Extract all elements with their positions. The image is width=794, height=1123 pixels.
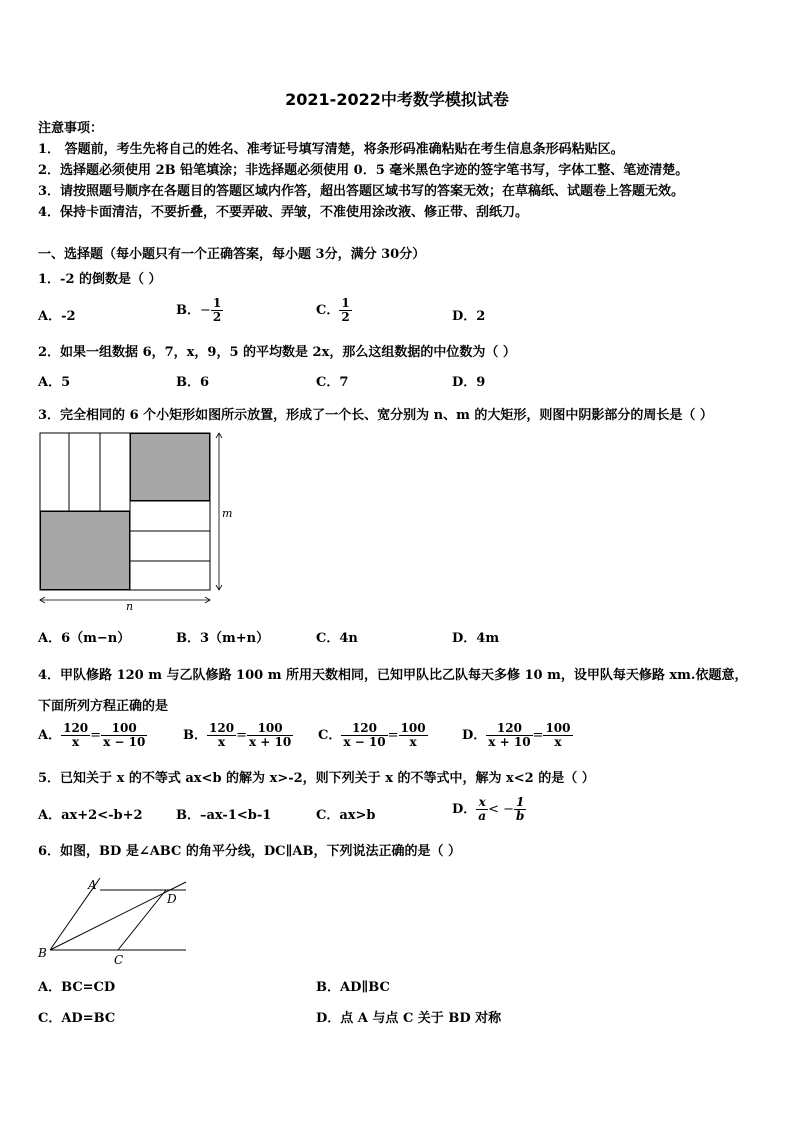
q4-b-right xyxy=(247,722,293,749)
q6-line-cd xyxy=(118,890,166,950)
notice-heading: 注意事项： xyxy=(38,121,104,136)
q4-c-left-den: x − 10 xyxy=(343,735,386,750)
q5-d-left xyxy=(476,796,488,823)
q1-b-sign: − xyxy=(200,303,211,319)
q4-stem-line1: 4．甲队修路 120 m 与乙队修路 100 m 所用天数相同，已知甲队比乙队每天多修 10 m，设甲队每天修路 xm.依题意， xyxy=(38,668,748,683)
q4-c-eq: = xyxy=(387,728,399,744)
q2-option-b[interactable]: B．6 xyxy=(176,375,210,390)
page-title: 2021-2022中考数学模拟试卷 xyxy=(285,90,509,109)
q4-option-d[interactable] xyxy=(462,722,573,749)
q4-a-right-num: 100 xyxy=(101,722,147,736)
q4-d-right xyxy=(543,722,572,749)
q4-option-c[interactable] xyxy=(318,722,428,749)
q4-d-left-num: 120 xyxy=(486,722,532,736)
q1-b-den: 2 xyxy=(212,310,222,325)
notice-item-3: 3．请按照题号顺序在各题目的答题区域内作答，超出答题区域书写的答案无效；在草稿纸、试题卷上答题无效。 xyxy=(38,184,685,199)
q4-a-right xyxy=(101,722,147,749)
notice-item-4: 4．保持卡面清洁，不要折叠，不要弄破、弄皱，不准使用涂改液、修正带、刮纸刀。 xyxy=(38,205,529,220)
q4-c-left xyxy=(341,722,387,749)
q5-d-op: < − xyxy=(488,802,514,818)
q2-option-a[interactable]: A．5 xyxy=(38,375,71,390)
q5-option-b[interactable]: B．–ax-1<b-1 xyxy=(176,808,272,823)
q6-label-d: D xyxy=(167,892,177,906)
q4-c-right-num: 100 xyxy=(400,721,426,735)
q4-c-left-num: 120 xyxy=(341,722,387,736)
q3-option-b[interactable]: B．3（m+n） xyxy=(176,631,270,646)
q4-option-b[interactable] xyxy=(183,722,293,749)
q5-d-label: D． xyxy=(452,802,477,818)
q4-b-left-den: x xyxy=(217,735,226,750)
q4-a-left xyxy=(61,722,90,749)
q1-option-c[interactable] xyxy=(316,297,352,324)
q6-option-c[interactable]: C．AD=BC xyxy=(38,1011,116,1026)
q1-option-a[interactable]: A．-2 xyxy=(38,309,76,324)
q4-d-left xyxy=(486,722,532,749)
q1-b-fraction xyxy=(211,297,223,324)
q1-option-d[interactable]: D．2 xyxy=(452,309,486,324)
q2-stem: 2．如果一组数据 6，7，x，9，5 的平均数是 2x，那么这组数据的中位数为（ ） xyxy=(38,345,516,360)
q3-stem: 3．完全相同的 6 个小矩形如图所示放置，形成了一个长、宽分别为 n、m 的大矩形，则图中阴影部分的周长是（ ） xyxy=(38,408,713,423)
q6-label-a: A xyxy=(88,878,97,892)
q6-label-c: C xyxy=(114,953,124,967)
q4-c-right-den: x xyxy=(409,735,417,750)
q2-option-c[interactable]: C．7 xyxy=(316,375,349,390)
q4-b-left-num: 120 xyxy=(209,721,235,735)
q5-option-d[interactable] xyxy=(452,796,526,823)
q4-d-label: D． xyxy=(462,728,487,744)
q4-a-left-den: x xyxy=(72,735,80,750)
q4-b-right-den: x + 10 xyxy=(248,735,292,750)
q1-option-b[interactable] xyxy=(176,297,223,324)
q1-c-num: 1 xyxy=(341,296,350,310)
q5-d-left-num: x xyxy=(476,796,488,810)
q4-d-eq: = xyxy=(532,728,544,744)
q1-b-label: B． xyxy=(176,303,200,319)
q3-option-a[interactable]: A．6（m−n） xyxy=(38,631,131,646)
q2-option-d[interactable]: D．9 xyxy=(452,375,486,390)
q5-d-right-den: b xyxy=(515,809,525,824)
q6-option-b[interactable]: B．AD∥BC xyxy=(316,980,390,995)
q4-c-right xyxy=(399,722,428,749)
q3-shaded-rect-bottom xyxy=(41,512,130,590)
notice-item-1: 1． 答题前，考生先将自己的姓名、准考证号填写清楚，将条形码准确粘贴在考生信息条形码粘贴区。 xyxy=(38,142,624,157)
q1-stem: 1．-2 的倒数是（ ） xyxy=(38,272,162,287)
q3-label-n: n xyxy=(126,600,134,613)
section-heading: 一、选择题（每小题只有一个正确答案，每小题 3分，满分 30分） xyxy=(38,247,426,262)
q6-stem: 6．如图，BD 是∠ABC 的角平分线，DC∥AB，下列说法正确的是（ ） xyxy=(38,844,462,859)
q1-b-num: 1 xyxy=(212,296,222,310)
q4-a-label: A． xyxy=(38,728,62,744)
q4-a-right-den: x − 10 xyxy=(103,735,146,750)
q4-a-left-num: 120 xyxy=(63,721,89,735)
q4-b-left xyxy=(207,722,236,749)
q4-c-label: C． xyxy=(318,728,342,744)
q1-c-fraction xyxy=(339,297,351,324)
q3-figure xyxy=(34,428,234,618)
q3-option-c[interactable]: C．4n xyxy=(316,631,358,646)
q5-stem: 5．已知关于 x 的不等式 ax<b 的解为 x>-2，则下列关于 x 的不等式中，解为 x<2 的是（ ） xyxy=(38,771,595,786)
q4-d-right-den: x xyxy=(554,735,562,750)
q6-line-bd xyxy=(50,882,186,950)
q4-b-label: B． xyxy=(183,728,207,744)
q1-c-den: 2 xyxy=(341,310,350,325)
q6-option-d[interactable]: D．点 A 与点 C 关于 BD 对称 xyxy=(316,1011,502,1026)
q4-a-eq: = xyxy=(90,728,102,744)
notice-item-2: 2．选择题必须使用 2B 铅笔填涂；非选择题必须使用 0．5 毫米黑色字迹的签字笔书写，字体工整、笔迹清楚。 xyxy=(38,163,689,178)
q5-d-right-num: 1 xyxy=(514,796,526,810)
q5-option-c[interactable]: C．ax>b xyxy=(316,808,376,823)
q4-b-right-num: 100 xyxy=(247,722,293,736)
q1-c-label: C． xyxy=(316,303,340,319)
q6-option-a[interactable]: A．BC=CD xyxy=(38,980,116,995)
q4-b-eq: = xyxy=(236,728,247,744)
q3-shaded-rect-top xyxy=(131,434,210,501)
q5-option-a[interactable]: A．ax+2<-b+2 xyxy=(38,808,143,823)
q4-d-left-den: x + 10 xyxy=(488,735,531,750)
q3-label-m: m xyxy=(222,507,233,520)
q4-stem-line2: 下面所列方程正确的是 xyxy=(38,699,169,714)
q5-d-right xyxy=(514,796,526,823)
q6-label-b: B xyxy=(38,946,47,960)
q5-d-left-den: a xyxy=(478,809,487,824)
q4-option-a[interactable] xyxy=(38,722,147,749)
q3-option-d[interactable]: D．4m xyxy=(452,631,500,646)
q4-d-right-num: 100 xyxy=(545,721,571,735)
